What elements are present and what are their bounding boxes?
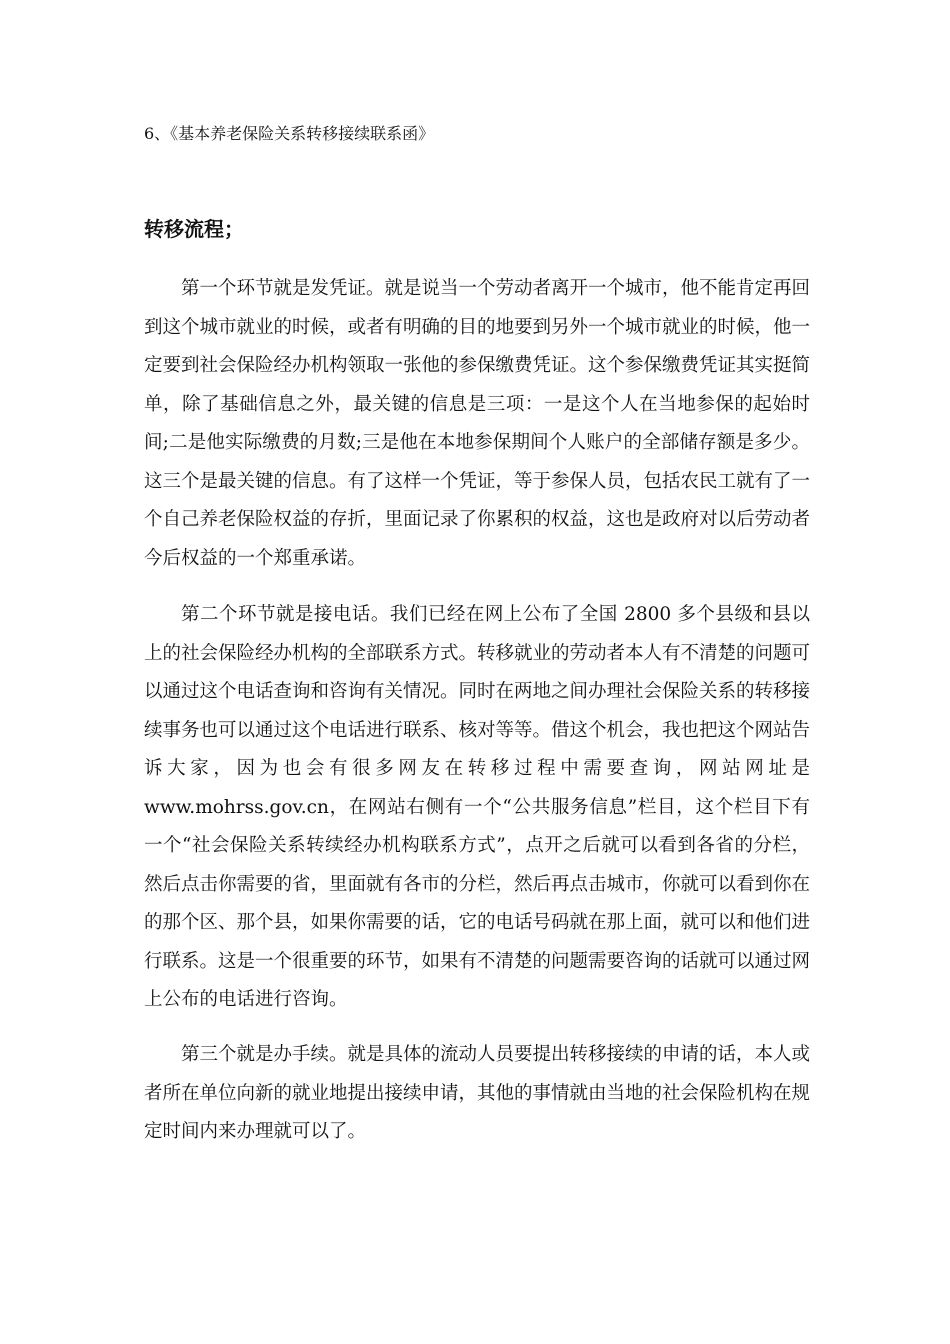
list-item-6: 6、《基本养老保险关系转移接续联系函》: [144, 124, 435, 143]
paragraph-step-3: 第三个就是办手续。就是具体的流动人员要提出转移接续的申请的话，本人或者所在单位向新的就业地提出接续申请，其他的事情就由当地的社会保险机构在规定时间内来办理就可以了。: [144, 1044, 811, 1142]
section-heading: 转移流程；: [144, 217, 244, 241]
paragraph-step-2: 第二个环节就是接电话。我们已经在网上公布了全国 2800 多个县级和县以上的社会保险经办机构的全部联系方式。转移就业的劳动者本人有不清楚的问题可以通过这个电话查询和咨询有关情况。同时在两地之间办理社会保险关系的转移接续事务也可以通过这个电话进行联系、核对等等。借这个机会，我也把这个网站告诉大家，因为也会有很多网友在转移过程中需要查询，网站网址是 www.mohrss.gov.cn，在网站右侧有一个“公共服务信息”栏目，这个栏目下有一个“社会保险关系转续经办机构联系方式”，点开之后就可以看到各省的分栏，然后点击你需要的省，里面就有各市的分栏，然后再点击城市，你就可以看到你在的那个区、那个县，如果你需要的话，它的电话号码就在那上面，就可以和他们进行联系。这是一个很重要的环节，如果有不清楚的问题需要咨询的话就可以通过网上公布的电话进行咨询。: [144, 604, 811, 1010]
paragraph-step-1: 第一个环节就是发凭证。就是说当一个劳动者离开一个城市，他不能肯定再回到这个城市就业的时候，或者有明确的目的地要到另外一个城市就业的时候，他一定要到社会保险经办机构领取一张他的参保缴费凭证。这个参保缴费凭证其实挺简单，除了基础信息之外，最关键的信息是三项：一是这个人在当地参保的起始时间;二是他实际缴费的月数;三是他在本地参保期间个人账户的全部储存额是多少。这三个是最关键的信息。有了这样一个凭证，等于参保人员，包括农民工就有了一个自己养老保险权益的存折，里面记录了你累积的权益，这也是政府对以后劳动者今后权益的一个郑重承诺。: [144, 278, 811, 569]
